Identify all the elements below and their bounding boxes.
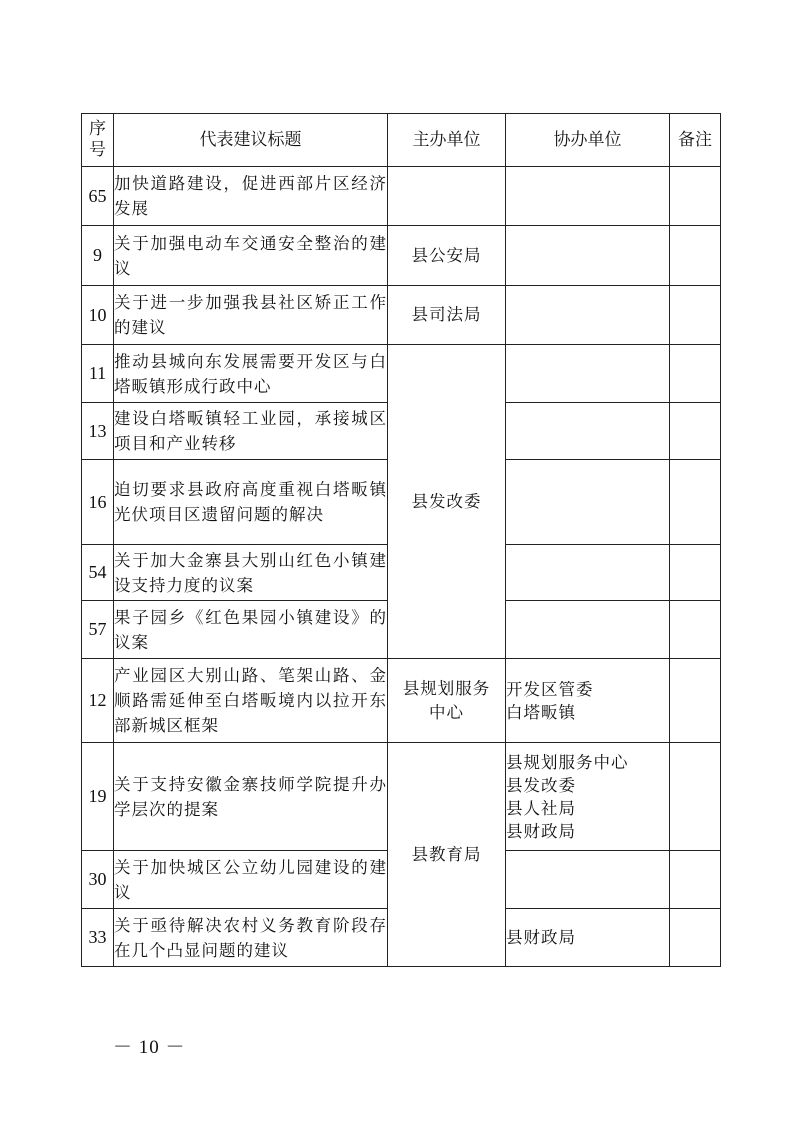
row-number: 9 — [82, 226, 114, 286]
header-index: 序 号 — [82, 114, 114, 167]
row-note — [670, 659, 721, 743]
row-title: 关于加强电动车交通安全整治的建议 — [114, 226, 388, 286]
row-title: 果子园乡《红色果园小镇建设》的议案 — [114, 601, 388, 659]
row-coop — [506, 286, 670, 345]
table-row — [82, 743, 721, 851]
row-note — [670, 851, 721, 909]
table-row — [82, 659, 721, 743]
row-title: 加快道路建设，促进西部片区经济发展 — [114, 167, 388, 226]
row-coop — [506, 403, 670, 460]
row-coop — [506, 167, 670, 226]
header-host: 主办单位 — [388, 114, 506, 167]
proposal-table — [81, 113, 721, 967]
row-note — [670, 743, 721, 851]
row-number: 65 — [82, 167, 114, 226]
header-coop: 协办单位 — [506, 114, 670, 167]
row-note — [670, 545, 721, 601]
row-title: 迫切要求县政府高度重视白塔畈镇光伏项目区遗留问题的解决 — [114, 460, 388, 545]
row-host-merged: 县发改委 — [388, 345, 506, 659]
row-host: 县司法局 — [388, 286, 506, 345]
row-title: 关于进一步加强我县社区矫正工作的建议 — [114, 286, 388, 345]
header-title: 代表建议标题 — [114, 114, 388, 167]
row-number: 10 — [82, 286, 114, 345]
row-coop — [506, 460, 670, 545]
row-number: 13 — [82, 403, 114, 460]
table-row — [82, 167, 721, 226]
row-number: 57 — [82, 601, 114, 659]
row-note — [670, 226, 721, 286]
row-note — [670, 460, 721, 545]
row-note — [670, 286, 721, 345]
row-host: 县公安局 — [388, 226, 506, 286]
row-number: 33 — [82, 909, 114, 967]
row-number: 11 — [82, 345, 114, 403]
row-note — [670, 601, 721, 659]
table-row — [82, 345, 721, 403]
row-coop — [506, 345, 670, 403]
row-host-merged: 县教育局 — [388, 743, 506, 967]
row-note — [670, 909, 721, 967]
header-note: 备注 — [670, 114, 721, 167]
row-number: 16 — [82, 460, 114, 545]
row-title: 推动县城向东发展需要开发区与白塔畈镇形成行政中心 — [114, 345, 388, 403]
row-title: 关于加大金寨县大别山红色小镇建设支持力度的议案 — [114, 545, 388, 601]
row-title: 关于亟待解决农村义务教育阶段存在几个凸显问题的建议 — [114, 909, 388, 967]
row-title: 产业园区大别山路、笔架山路、金顺路需延伸至白塔畈境内以拉开东部新城区框架 — [114, 659, 388, 743]
row-title: 关于加快城区公立幼儿园建设的建议 — [114, 851, 388, 909]
page-number: － 10 － — [113, 1037, 186, 1058]
row-host — [388, 167, 506, 226]
row-coop — [506, 851, 670, 909]
row-title: 建设白塔畈镇轻工业园，承接城区项目和产业转移 — [114, 403, 388, 460]
row-number: 19 — [82, 743, 114, 851]
row-note — [670, 345, 721, 403]
row-coop: 开发区管委 白塔畈镇 — [506, 659, 670, 743]
table-row — [82, 226, 721, 286]
row-note — [670, 167, 721, 226]
row-coop: 县规划服务中心 县发改委 县人社局 县财政局 — [506, 743, 670, 851]
row-coop — [506, 545, 670, 601]
row-title: 关于支持安徽金寨技师学院提升办学层次的提案 — [114, 743, 388, 851]
row-coop: 县财政局 — [506, 909, 670, 967]
row-note — [670, 403, 721, 460]
row-number: 12 — [82, 659, 114, 743]
table-header-row — [82, 114, 721, 167]
table-row — [82, 286, 721, 345]
row-number: 30 — [82, 851, 114, 909]
row-coop — [506, 226, 670, 286]
row-coop — [506, 601, 670, 659]
row-host: 县规划服务 中心 — [388, 659, 506, 743]
row-number: 54 — [82, 545, 114, 601]
